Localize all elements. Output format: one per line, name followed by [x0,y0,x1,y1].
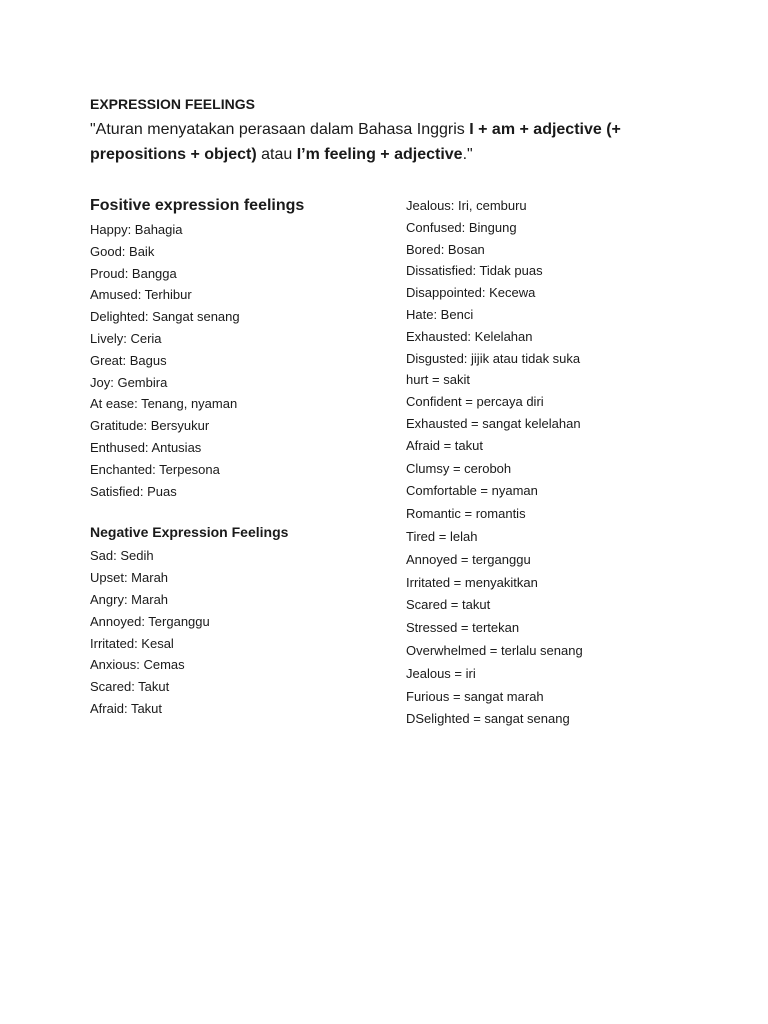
negative-item: Irritated: Kesal [90,635,174,651]
vocab-item: Tired = lelah [406,528,478,544]
right-list-b [406,435,726,731]
vocab-item: Exhausted = sangat kelelahan [406,415,581,431]
vocab-item: Dissatisfied: Tidak puas [406,263,543,279]
vocab-item: Jealous = iri [406,665,476,681]
intro-text-1: "Aturan menyatakan perasaan dalam Bahasa Inggris [90,121,470,138]
vocab-item: Jealous: Iri, cemburu [406,198,527,213]
negative-item: Upset: Marah [90,570,169,586]
vocab-item: Confident = percaya diri [406,394,544,410]
intro-bold-rule-2: I’m feeling + adjective [296,146,463,163]
positive-item: Lively: Ceria [90,330,162,346]
positive-list [90,219,380,502]
vocab-item: Disappointed: Kecewa [406,285,536,301]
intro-bold-rule-1: I + am + adjective (+ prepositions + object) [90,121,621,163]
positive-item: Enthused: Antusias [90,439,202,455]
vocab-item: Exhausted: Kelelahan [406,328,533,344]
intro-paragraph [90,117,650,167]
positive-heading: Fositive expression feelings [90,197,305,214]
positive-item: Satisfied: Puas [90,483,177,499]
positive-item: Great: Bagus [90,352,167,368]
negative-item: Afraid: Takut [90,700,163,716]
vocab-item: Overwhelmed = terlalu senang [406,642,583,658]
negative-heading: Negative Expression Feelings [90,524,289,541]
positive-item: Enchanted: Terpesona [90,461,220,477]
positive-item: At ease: Tenang, nyaman [90,396,238,412]
positive-item: Delighted: Sangat senang [90,309,240,325]
vocab-item: hurt = sakit [406,372,470,388]
positive-item: Joy: Gembira [90,374,168,390]
positive-item: Happy: Bahagia [90,222,183,237]
negative-item: Annoyed: Terganggu [90,613,210,629]
vocab-item: Disgusted: jijik atau tidak suka [406,350,581,366]
vocab-item: Confused: Bingung [406,219,517,235]
left-column [90,195,380,720]
vocab-item: Comfortable = nyaman [406,483,538,499]
vocab-item: Scared = takut [406,597,491,613]
negative-list [90,545,380,719]
vocab-item: Afraid = takut [406,437,483,453]
vocab-item: Annoyed = terganggu [406,551,531,567]
vocab-item: Bored: Bosan [406,241,485,257]
vocab-item: Furious = sangat marah [406,688,544,704]
positive-item: Gratitude: Bersyukur [90,418,210,434]
negative-item: Scared: Takut [90,679,170,695]
vocab-item: Hate: Benci [406,306,474,322]
right-list-a [406,195,726,435]
vocab-item: DSelighted = sangat senang [406,711,570,727]
intro-text-2: atau [256,146,297,163]
vocab-item: Irritated = menyakitkan [406,574,538,590]
negative-item: Angry: Marah [90,591,169,607]
vocab-item: Stressed = tertekan [406,620,520,636]
positive-item: Good: Baik [90,243,155,259]
intro-text-3: ." [462,146,473,163]
positive-item: Proud: Bangga [90,265,177,281]
right-column [406,195,726,731]
document-title: EXPRESSION FEELINGS [90,96,255,112]
positive-item: Amused: Terhibur [90,287,192,303]
negative-item: Sad: Sedih [90,548,154,564]
negative-item: Anxious: Cemas [90,657,185,673]
vocab-item: Romantic = romantis [406,506,526,522]
vocab-item: Clumsy = ceroboh [406,460,512,476]
